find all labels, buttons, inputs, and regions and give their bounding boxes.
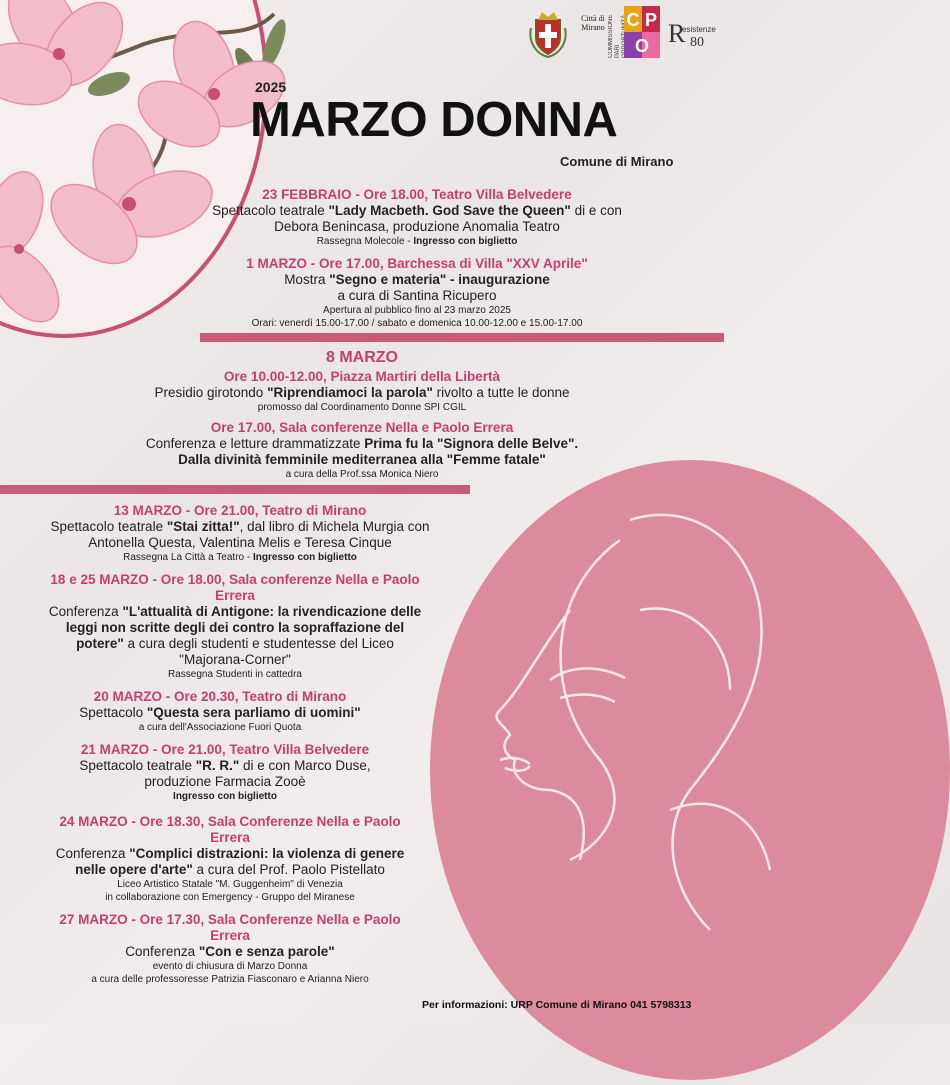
event-1-marzo: [110, 256, 724, 330]
event-description: Presidio girotondo "Riprendiamoci la parola" rivolto a tutte le donne: [154, 385, 570, 400]
divider-bar-2: [0, 485, 470, 494]
city-logo-text: Città di Mirano: [581, 14, 605, 32]
event-header: Ore 17.00, Sala conferenze Nella e Paolo Errera: [210, 420, 514, 435]
event-description-3: potere" a cura degli studenti e studentesse del Liceo: [76, 636, 394, 651]
event-note: Ingresso con biglietto: [173, 791, 277, 802]
cpo-logo-text: COMMISSIONE PARI: [608, 14, 621, 58]
event-note-2: a cura delle professoresse Patrizia Fiasconaro e Arianna Niero: [91, 974, 369, 985]
event-description: Spettacolo teatrale "Stai zitta!", dal libro di Michela Murgia con: [50, 519, 430, 534]
event-note: a cura dell'Associazione Fuori Quota: [138, 722, 302, 733]
event-18-25-marzo: [0, 572, 470, 681]
svg-text:O: O: [634, 36, 650, 56]
event-note: a cura della Prof.ssa Monica Niero: [285, 469, 439, 480]
event-description: Conferenza "Complici distrazioni: la violenza di genere: [55, 846, 405, 861]
event-header-2: Errera: [215, 588, 255, 603]
event-header: 24 MARZO - Ore 18.30, Sala Conferenze Nella e Paolo: [59, 814, 401, 829]
event-description: Conferenza e letture drammatizzate Prima fu la "Signora delle Belve".: [145, 436, 579, 451]
divider-bar: [200, 333, 724, 342]
resistenze-logo: [668, 16, 720, 50]
day-heading-8-marzo: 8 MARZO: [326, 349, 398, 366]
event-note: evento di chiusura di Marzo Donna: [152, 961, 308, 972]
event-description-2: produzione Farmacia Zooè: [144, 774, 306, 789]
event-description: Conferenza "Con e senza parole": [125, 944, 335, 959]
event-note-2: in collaborazione con Emergency - Gruppo del Miranese: [105, 892, 355, 903]
event-note: Liceo Artistico Statale "M. Guggenheim" di Venezia: [117, 879, 343, 890]
event-description-2: nelle opere d'arte" a cura del Prof. Paolo Pistellato: [75, 862, 385, 877]
event-header-2: Errera: [210, 928, 250, 943]
event-description-2: Dalla divinità femminile mediterranea alla "Femme fatale": [178, 452, 546, 467]
event-header: 21 MARZO - Ore 21.00, Teatro Villa Belvedere: [80, 742, 370, 757]
event-description-2: Antonella Questa, Valentina Melis e Teresa Cinque: [88, 535, 392, 550]
event-note: Apertura al pubblico fino al 23 marzo 2025: [323, 305, 511, 316]
event-note-2: Orari: venerdì 15.00-17.00 / sabato e domenica 10.00-12.00 e 15.00-17.00: [251, 318, 583, 329]
page-title: MARZO DONNA: [250, 93, 618, 147]
event-description-4: "Majorana-Corner": [179, 652, 291, 667]
event-note: Rassegna Studenti in cattedra: [168, 669, 302, 680]
event-21-marzo: [0, 742, 450, 803]
event-description-2: a cura di Santina Ricupero: [337, 288, 497, 303]
page-subtitle: Comune di Mirano: [560, 154, 674, 169]
event-note: Rassegna Molecole - Ingresso con biglietto: [316, 236, 518, 247]
event-27-marzo: [0, 912, 460, 986]
event-24-marzo: [0, 814, 460, 904]
event-header: 1 MARZO - Ore 17.00, Barchessa di Villa "XXV Aprile": [246, 256, 588, 271]
event-13-marzo: [0, 503, 480, 564]
event-description: Spettacolo teatrale "R. R." di e con Marco Duse,: [79, 758, 371, 773]
footer-info: Per informazioni: URP Comune di Mirano 041 5798313: [422, 999, 692, 1011]
svg-text:R: R: [668, 19, 686, 48]
svg-text:esistenze: esistenze: [682, 25, 716, 34]
event-header: Ore 10.00-12.00, Piazza Martiri della Libertà: [223, 369, 501, 384]
event-header: 20 MARZO - Ore 20.30, Teatro di Mirano: [93, 689, 347, 704]
event-description-2: leggi non scritte degli dei contro la sopraffazione del: [65, 620, 405, 635]
event-20-marzo: [0, 689, 440, 734]
event-note: promosso dal Coordinamento Donne SPI CGIL: [257, 402, 467, 413]
event-23-febbraio: [110, 187, 724, 248]
city-coat-of-arms-icon: [528, 8, 568, 58]
year-label: 2025: [255, 79, 287, 95]
event-description-2: Debora Benincasa, produzione Anomalia Teatro: [274, 219, 560, 234]
event-description: Spettacolo "Questa sera parliamo di uomini": [79, 705, 361, 720]
event-header: 13 MARZO - Ore 21.00, Teatro di Mirano: [113, 503, 367, 518]
event-header: 23 FEBBRAIO - Ore 18.00, Teatro Villa Belvedere: [262, 187, 572, 202]
svg-text:C: C: [626, 10, 640, 30]
event-description: Spettacolo teatrale "Lady Macbeth. God Save the Queen" di e con: [212, 203, 622, 218]
face-illustration: [430, 460, 950, 1080]
svg-text:P: P: [644, 10, 658, 30]
event-note: Rassegna La Città a Teatro - Ingresso con biglietto: [123, 552, 357, 563]
event-8-marzo-presidio: [0, 369, 724, 414]
event-8-marzo-conferenza: [0, 420, 724, 481]
event-description: Mostra "Segno e materia" - inaugurazione: [284, 272, 550, 287]
cpo-logo-icon: [624, 6, 662, 58]
event-header-2: Errera: [210, 830, 250, 845]
svg-text:80: 80: [690, 35, 704, 50]
event-description: Conferenza "L'attualità di Antigone: la rivendicazione delle: [48, 604, 422, 619]
event-header: 18 e 25 MARZO - Ore 18.00, Sala conferenze Nella e Paolo: [50, 572, 420, 587]
event-header: 27 MARZO - Ore 17.30, Sala Conferenze Nella e Paolo: [59, 912, 401, 927]
